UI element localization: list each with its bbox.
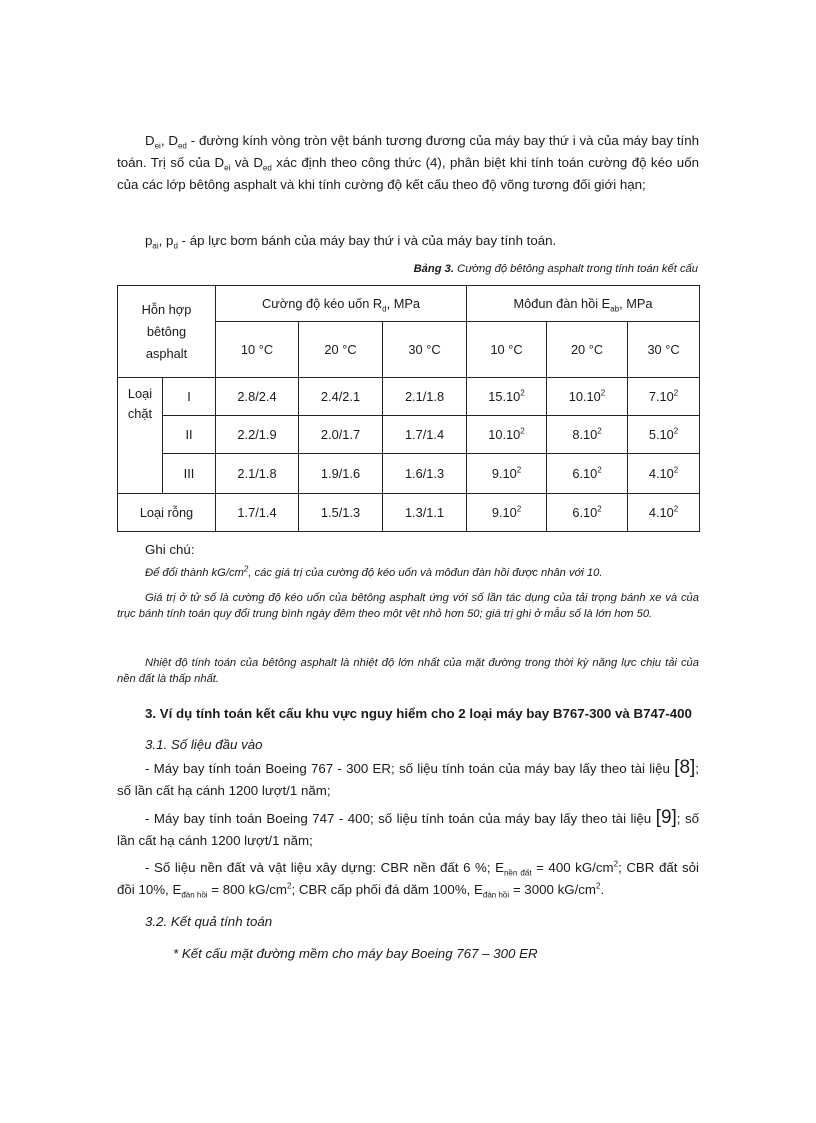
temp-header: 20 °C (547, 322, 628, 378)
cell: 8.10$^2$ (547, 416, 628, 454)
row-type: III (163, 454, 216, 494)
cell: 9.10$^2$ (467, 494, 547, 532)
table-row (118, 416, 700, 454)
row-type: I (163, 378, 216, 416)
cell: 2.0/1.7 (299, 416, 383, 454)
cell: 2.2/1.9 (216, 416, 299, 454)
item-b767: - Máy bay tính toán Boeing 767 - 300 ER; số liệu tính toán của máy bay lấy theo tài liệu [8]; số lần cất hạ cánh 1200 lượt/1 năm; (117, 757, 699, 798)
temp-header: 20 °C (299, 322, 383, 378)
cell: 1.6/1.3 (383, 454, 467, 494)
cell: 1.5/1.3 (299, 494, 383, 532)
temp-header: 30 °C (628, 322, 700, 378)
paragraph-pressure: $p_{ai}$, $p_d$ - áp lực bơm bánh của máy bay thứ i và của máy bay tính toán. (145, 233, 557, 251)
table-row (118, 454, 700, 494)
cell: 2.1/1.8 (383, 378, 467, 416)
group-dense: Loại chặt (118, 378, 163, 494)
temp-header: 10 °C (216, 322, 299, 378)
cell: 7.10$^2$ (628, 378, 700, 416)
subsection-input-data: 3.1. Số liệu đầu vào (145, 737, 263, 752)
row-type: II (163, 416, 216, 454)
cell: 1.7/1.4 (216, 494, 299, 532)
notes-heading: Ghi chú: (145, 542, 195, 557)
cell: 2.8/2.4 (216, 378, 299, 416)
header-mix: Hỗn hợp bêtông asphalt (118, 286, 216, 378)
table-row (118, 494, 700, 532)
cell: 6.10$^2$ (547, 454, 628, 494)
temp-header: 30 °C (383, 322, 467, 378)
cell: 4.10$^2$ (628, 454, 700, 494)
asphalt-strength-table (117, 285, 700, 532)
subsection-results: 3.2. Kết quả tính toán (145, 914, 273, 929)
temp-header: 10 °C (467, 322, 547, 378)
cell: 1.7/1.4 (383, 416, 467, 454)
section-heading: 3. Ví dụ tính toán kết cấu khu vực nguy hiểm cho 2 loại máy bay B767-300 và B747-400 (145, 706, 692, 721)
cell: 15.10$^2$ (467, 378, 547, 416)
note-1: Để đổi thành $kG/cm^2$, các giá trị của cường độ kéo uốn và môđun đàn hồi được nhân với 10. (145, 564, 603, 579)
paragraph-diameter: $D_{ei}$, $D_{ed}$ - đường kính vòng tròn vệt bánh tương đương của máy bay thứ i và của máy bay tính toán. Trị số của $D_{ei}$ và $D_{ed}$ xác định theo công thức (4), phân biệt khi tính toán cường độ kéo uốn của các lớp bêtông asphalt và khi tính cường độ kết cấu theo độ võng tương đối giới hạn; (117, 133, 699, 192)
cell: 9.10$^2$ (467, 454, 547, 494)
cell: 10.10$^2$ (467, 416, 547, 454)
subsection-b767-structure: * Kết cấu mặt đường mềm cho máy bay Boeing 767 – 300 ER (173, 946, 538, 961)
table-row (118, 378, 700, 416)
cell: 10.10$^2$ (547, 378, 628, 416)
item-b747: - Máy bay tính toán Boeing 747 - 400; số liệu tính toán của máy bay lấy theo tài liệu [9]; số lần cất hạ cánh 1200 lượt/1 năm; (117, 807, 699, 848)
note-3: Nhiệt độ tính toán của bêtông asphalt là nhiệt độ lớn nhất của mặt đường trong thời kỳ năng lực chịu tải của nền đất là thấp nhất. (117, 657, 699, 685)
cell: 4.10$^2$ (628, 494, 700, 532)
cell: 2.1/1.8 (216, 454, 299, 494)
item-soil-data: - Số liệu nền đất và vật liệu xây dựng: CBR nền đất 6 %; $E_{nền đất} = 400$ $kG/cm^2$; CBR đất sỏi đồi 10%, $E_{đàn hồi} = 800$ $kG/cm^2$; CBR cấp phối đá dăm 100%, $E_{đàn hồi} = 3000$ $kG/cm^2$. (117, 859, 699, 900)
group-porous: Loại rỗng (118, 494, 216, 532)
cell: 1.3/1.1 (383, 494, 467, 532)
table-caption: Bảng 3. Cường độ bêtông asphalt trong tính toán kết cấu (413, 263, 698, 275)
cell: 2.4/2.1 (299, 378, 383, 416)
cell: 1.9/1.6 (299, 454, 383, 494)
cell: 5.10$^2$ (628, 416, 700, 454)
cell: 6.10$^2$ (547, 494, 628, 532)
header-strength: Cường độ kéo uốn $R_d$, MPa (216, 286, 467, 322)
note-2: Giá trị ở tử số là cường độ kéo uốn của bêtông asphalt ứng với số lần tác dụng của tải trọng bánh xe và của trục bánh tính toán quy đổi trung bình ngày đêm theo một vệt nhỏ hơn 50; giá trị ghi ở mẫu số là lớn hơn 50. (117, 592, 699, 620)
header-modulus: Môđun đàn hồi $E_{ab}$, MPa (467, 286, 700, 322)
